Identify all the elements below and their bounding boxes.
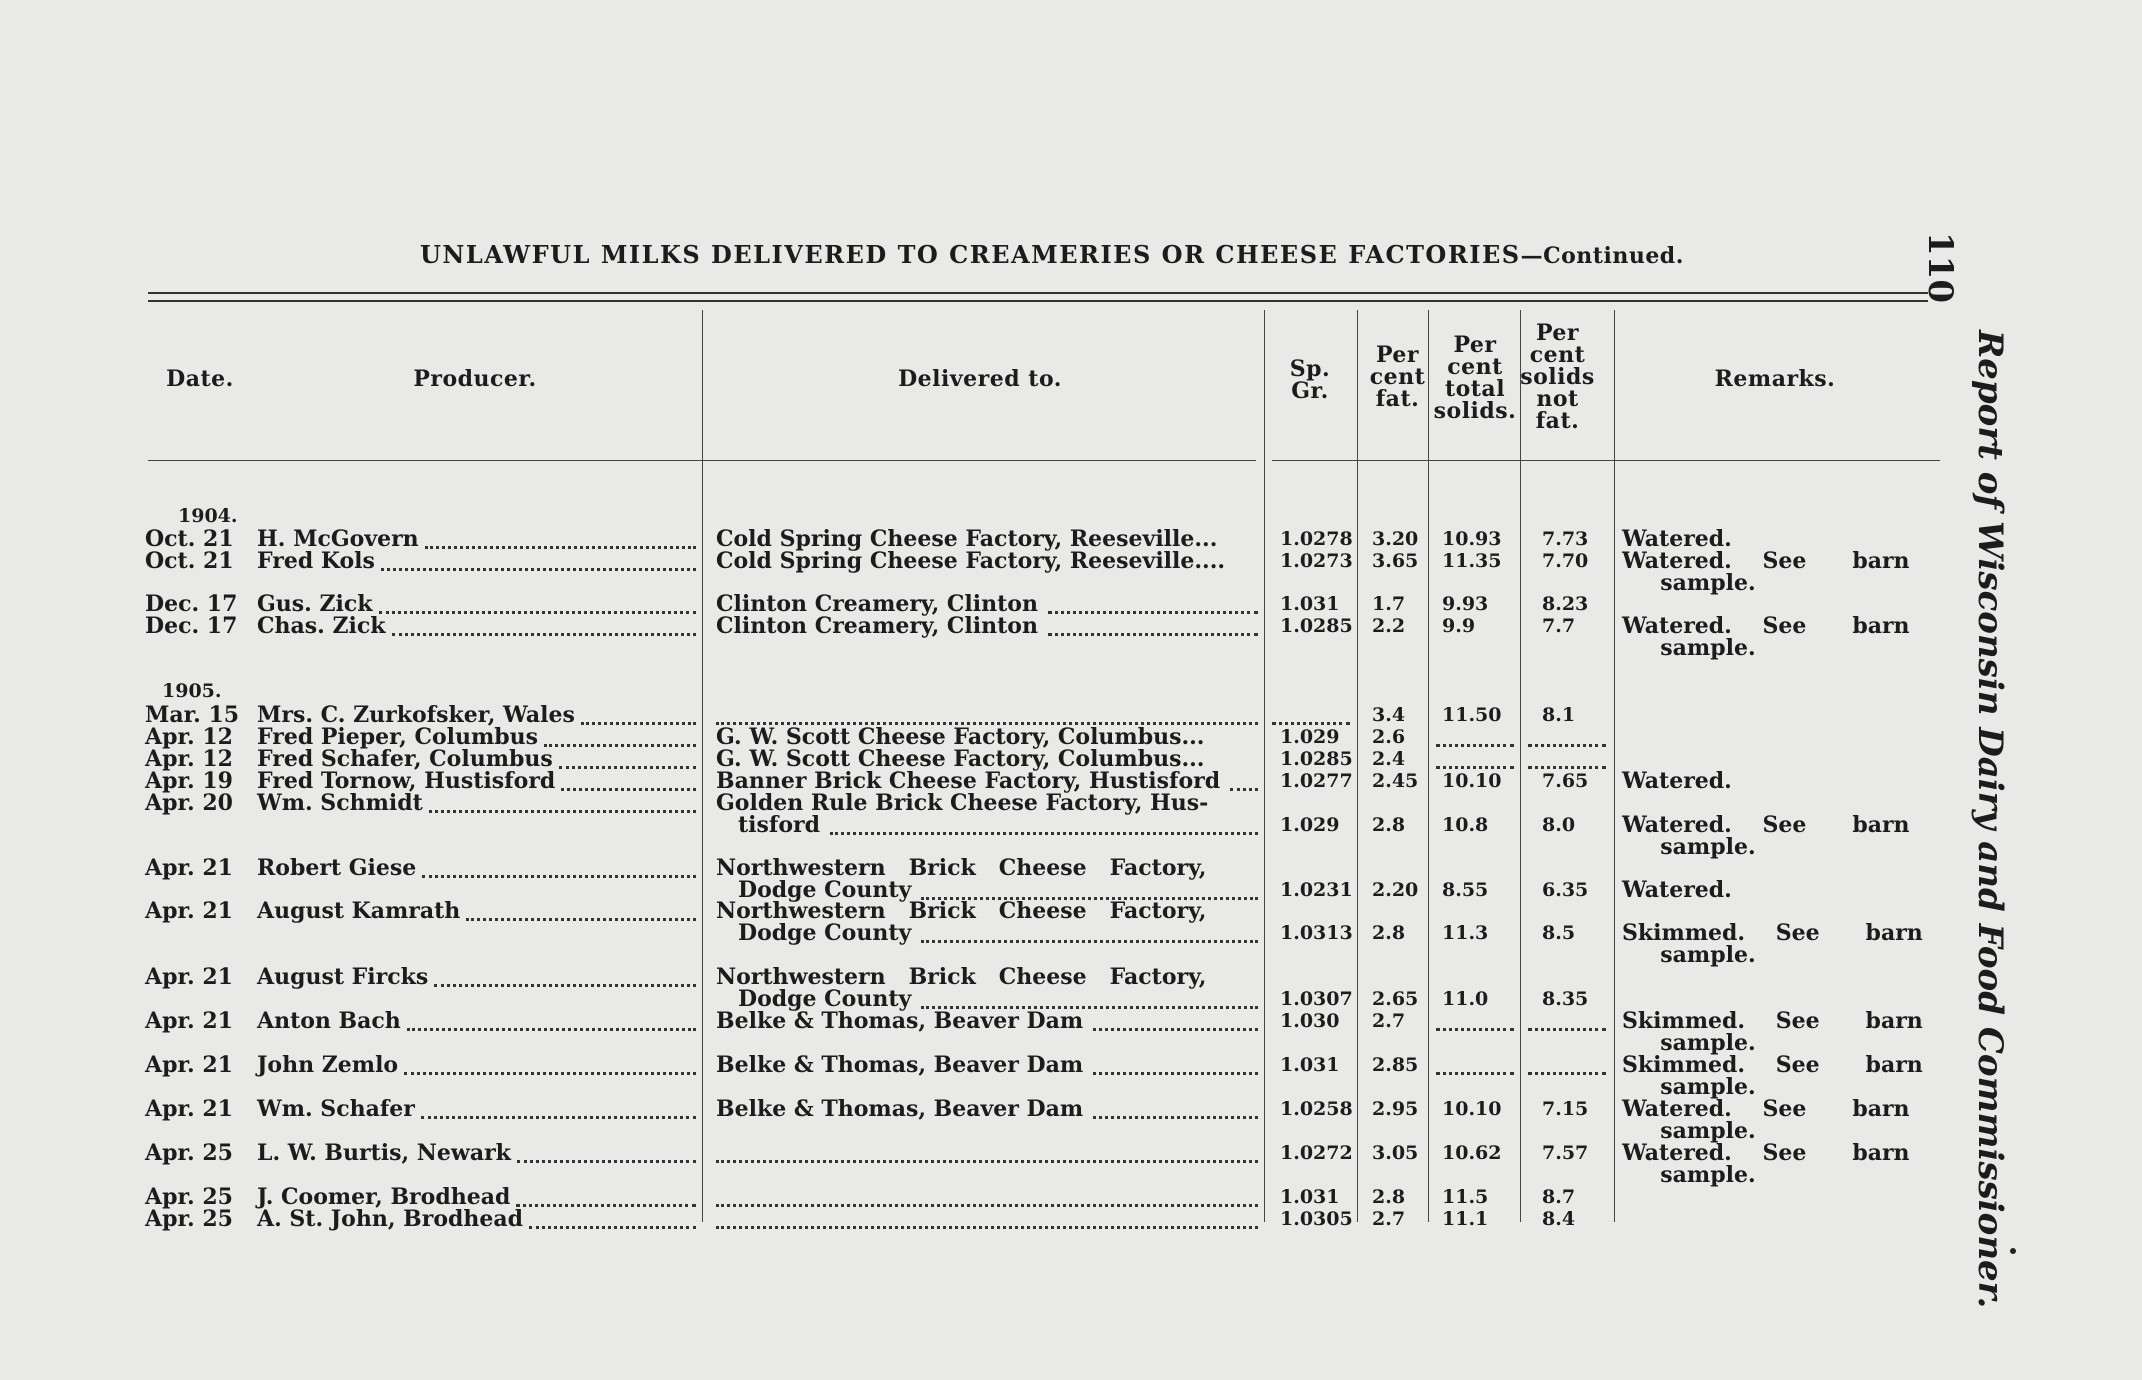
- row-solids-not-fat: 8.0: [1542, 814, 1576, 836]
- row-remarks: Watered. See barn sample.: [1622, 812, 1910, 860]
- row-delivered-to: Dodge County: [738, 920, 912, 946]
- row-solids-not-fat: 7.70: [1542, 550, 1589, 572]
- row-date: Oct. 21: [145, 526, 234, 552]
- row-date: Apr. 25: [145, 1140, 233, 1166]
- row-total-solids: 8.55: [1442, 879, 1489, 901]
- row-remarks: Watered.: [1622, 526, 1732, 552]
- row-delivered-leader: [1093, 1028, 1258, 1031]
- row-fat: 1.7: [1372, 593, 1406, 615]
- row-producer-leader: [421, 1116, 696, 1119]
- row-total-solids: 11.5: [1442, 1186, 1489, 1208]
- row-delivered-to: tisford: [738, 812, 821, 838]
- row-delivered-leader: [716, 1204, 1258, 1207]
- row-sp-gr: 1.0258: [1280, 1098, 1353, 1120]
- row-producer-leader: [466, 918, 696, 921]
- row-date: Apr. 12: [145, 746, 233, 772]
- row-producer-leader: [516, 1204, 696, 1207]
- title-main: UNLAWFUL MILKS DELIVERED TO CREAMERIES OR CHEESE FACTORIES: [420, 240, 1521, 269]
- row-sp-gr: 1.030: [1280, 1010, 1340, 1032]
- row-sp-gr: 1.029: [1280, 726, 1340, 748]
- row-delivered-to: Northwestern Brick Cheese Factory,: [716, 855, 1207, 881]
- row-sp-gr: 1.0273: [1280, 550, 1353, 572]
- row-producer: John Zemlo: [257, 1052, 399, 1078]
- row-snf-leader: [1528, 1072, 1606, 1075]
- row-sp-gr: 1.0285: [1280, 748, 1353, 770]
- row-producer-leader: [581, 722, 696, 725]
- row-delivered-leader: [1048, 611, 1258, 614]
- page-title: [420, 240, 1684, 269]
- row-remarks: Watered. See barn sample.: [1622, 1096, 1910, 1144]
- rule-snf-remarks: [1614, 310, 1615, 1222]
- col-header-remarks: Remarks.: [1714, 366, 1836, 392]
- row-fat: 2.8: [1372, 1186, 1406, 1208]
- row-sp-gr: 1.0278: [1280, 528, 1353, 550]
- row-solids-not-fat: 8.35: [1542, 988, 1589, 1010]
- row-date: Apr. 12: [145, 724, 233, 750]
- side-page-number: 110: [1920, 232, 1960, 303]
- row-fat: 2.2: [1372, 615, 1406, 637]
- row-producer: Anton Bach: [257, 1008, 401, 1034]
- row-delivered-to: Cold Spring Cheese Factory, Reeseville...: [716, 526, 1218, 552]
- row-total-solids: 10.10: [1442, 1098, 1502, 1120]
- row-producer-leader: [381, 568, 696, 571]
- row-remarks: Watered. See barn sample.: [1622, 613, 1910, 661]
- row-producer-leader: [392, 633, 696, 636]
- row-total-solids: 9.93: [1442, 593, 1489, 615]
- row-producer: August Kamrath: [257, 898, 461, 924]
- year-label: 1904.: [178, 505, 238, 527]
- col-header-total-solids: Per cent total solids.: [1433, 332, 1517, 424]
- col-header-delivered-to: Delivered to.: [898, 366, 1062, 392]
- row-delivered-leader: [1230, 788, 1258, 791]
- row-fat: 3.05: [1372, 1142, 1419, 1164]
- row-producer-leader: [425, 546, 696, 549]
- row-producer-leader: [404, 1072, 696, 1075]
- rule-fat-total: [1428, 310, 1429, 1222]
- row-fat: 3.20: [1372, 528, 1419, 550]
- row-total-solids: 10.8: [1442, 814, 1489, 836]
- row-total-solids: 11.35: [1442, 550, 1502, 572]
- row-producer: Wm. Schafer: [257, 1096, 415, 1122]
- row-date: Apr. 25: [145, 1206, 233, 1232]
- row-total-leader: [1436, 744, 1514, 747]
- row-date: Oct. 21: [145, 548, 234, 574]
- row-fat: 2.95: [1372, 1098, 1419, 1120]
- row-fat: 2.45: [1372, 770, 1419, 792]
- row-solids-not-fat: 8.5: [1542, 922, 1576, 944]
- row-sp-gr-leader: [1272, 722, 1350, 725]
- row-total-solids: 11.50: [1442, 704, 1502, 726]
- row-producer: Fred Schafer, Columbus: [257, 746, 553, 772]
- row-total-leader: [1436, 1072, 1514, 1075]
- row-remarks: Watered. See barn sample.: [1622, 548, 1910, 596]
- row-delivered-leader: [1093, 1116, 1258, 1119]
- rule-spgr-fat: [1357, 310, 1358, 1222]
- row-producer-leader: [559, 766, 696, 769]
- rule-total-snf: [1520, 310, 1521, 1222]
- row-fat: 3.4: [1372, 704, 1406, 726]
- row-remarks: Skimmed. See barn sample.: [1622, 920, 1923, 968]
- row-sp-gr: 1.031: [1280, 593, 1340, 615]
- row-sp-gr: 1.0313: [1280, 922, 1353, 944]
- row-date: Apr. 25: [145, 1184, 233, 1210]
- row-delivered-leader: [921, 940, 1258, 943]
- header-underline-right: [1272, 460, 1940, 461]
- row-remarks: Skimmed. See barn sample.: [1622, 1008, 1923, 1056]
- row-total-solids: 11.1: [1442, 1208, 1489, 1230]
- header-underline-left: [148, 460, 1256, 461]
- row-snf-leader: [1528, 744, 1606, 747]
- row-delivered-to: Belke & Thomas, Beaver Dam: [716, 1008, 1084, 1034]
- row-producer: A. St. John, Brodhead: [257, 1206, 524, 1232]
- row-remarks: Watered.: [1622, 877, 1732, 903]
- row-producer-leader: [422, 875, 696, 878]
- header-double-rule: [148, 292, 1928, 302]
- row-remarks: Watered.: [1622, 768, 1732, 794]
- row-delivered-to: Dodge County: [738, 877, 912, 903]
- bullet-mark: [2010, 1248, 2016, 1254]
- row-solids-not-fat: 7.15: [1542, 1098, 1589, 1120]
- row-fat: 2.65: [1372, 988, 1419, 1010]
- row-delivered-to: Cold Spring Cheese Factory, Reeseville....: [716, 548, 1226, 574]
- row-producer-leader: [407, 1028, 696, 1031]
- rule-delivered-spgr: [1264, 310, 1265, 1222]
- col-header-producer: Producer.: [413, 366, 537, 392]
- col-header-fat: Per cent fat.: [1369, 342, 1426, 412]
- row-delivered-leader: [830, 832, 1258, 835]
- row-sp-gr: 1.031: [1280, 1054, 1340, 1076]
- side-running-head: Report of Wisconsin Dairy and Food Commissioner.: [1970, 330, 2010, 1309]
- row-solids-not-fat: 8.23: [1542, 593, 1589, 615]
- row-producer-leader: [561, 788, 696, 791]
- row-snf-leader: [1528, 766, 1606, 769]
- col-header-solids-not-fat: Per cent solids not fat.: [1520, 320, 1595, 434]
- row-remarks: Watered. See barn sample.: [1622, 1140, 1910, 1188]
- row-sp-gr: 1.0272: [1280, 1142, 1353, 1164]
- row-solids-not-fat: 8.7: [1542, 1186, 1576, 1208]
- row-solids-not-fat: 7.65: [1542, 770, 1589, 792]
- row-date: Apr. 21: [145, 898, 233, 924]
- row-date: Apr. 19: [145, 768, 233, 794]
- row-total-solids: 9.9: [1442, 615, 1476, 637]
- row-delivered-to: Belke & Thomas, Beaver Dam: [716, 1052, 1084, 1078]
- row-producer: L. W. Burtis, Newark: [257, 1140, 511, 1166]
- row-solids-not-fat: 8.1: [1542, 704, 1576, 726]
- row-remarks: Skimmed. See barn sample.: [1622, 1052, 1923, 1100]
- row-delivered-leader: [1093, 1072, 1258, 1075]
- row-delivered-to: Banner Brick Cheese Factory, Hustisford: [716, 768, 1221, 794]
- year-label: 1905.: [162, 680, 222, 702]
- row-producer-leader: [429, 810, 696, 813]
- row-delivered-to: Belke & Thomas, Beaver Dam: [716, 1096, 1084, 1122]
- row-producer: J. Coomer, Brodhead: [257, 1184, 511, 1210]
- row-producer: Gus. Zick: [257, 591, 373, 617]
- row-delivered-to: Clinton Creamery, Clinton: [716, 613, 1038, 639]
- rule-producer-delivered: [702, 310, 703, 1222]
- col-header-date: Date.: [166, 366, 234, 392]
- row-date: Apr. 20: [145, 790, 233, 816]
- row-producer-leader: [379, 611, 696, 614]
- row-producer: August Fircks: [257, 964, 429, 990]
- row-sp-gr: 1.0231: [1280, 879, 1353, 901]
- row-total-solids: 11.3: [1442, 922, 1489, 944]
- row-total-leader: [1436, 766, 1514, 769]
- row-producer: Robert Giese: [257, 855, 417, 881]
- row-date: Apr. 21: [145, 1008, 233, 1034]
- row-sp-gr: 1.0277: [1280, 770, 1353, 792]
- row-delivered-leader: [1048, 633, 1258, 636]
- row-date: Dec. 17: [145, 591, 238, 617]
- row-fat: 2.6: [1372, 726, 1406, 748]
- row-sp-gr: 1.0305: [1280, 1208, 1353, 1230]
- row-sp-gr: 1.0285: [1280, 615, 1353, 637]
- row-sp-gr: 1.0307: [1280, 988, 1353, 1010]
- row-sp-gr: 1.029: [1280, 814, 1340, 836]
- row-delivered-to: Clinton Creamery, Clinton: [716, 591, 1038, 617]
- row-delivered-to: G. W. Scott Cheese Factory, Columbus...: [716, 746, 1205, 772]
- row-date: Apr. 21: [145, 964, 233, 990]
- row-producer-leader: [529, 1226, 696, 1229]
- row-date: Apr. 21: [145, 855, 233, 881]
- row-fat: 2.4: [1372, 748, 1406, 770]
- row-fat: 2.7: [1372, 1208, 1406, 1230]
- row-delivered-to: Northwestern Brick Cheese Factory,: [716, 898, 1207, 924]
- row-producer-leader: [544, 744, 696, 747]
- row-producer: Fred Tornow, Hustisford: [257, 768, 556, 794]
- title-continued: —Continued.: [1520, 243, 1684, 269]
- row-total-solids: 10.62: [1442, 1142, 1502, 1164]
- row-delivered-to: Dodge County: [738, 986, 912, 1012]
- row-producer-leader: [517, 1160, 696, 1163]
- row-producer: Fred Pieper, Columbus: [257, 724, 539, 750]
- row-producer: Chas. Zick: [257, 613, 386, 639]
- row-producer: Fred Kols: [257, 548, 375, 574]
- row-total-solids: 10.10: [1442, 770, 1502, 792]
- row-date: Mar. 15: [145, 702, 240, 728]
- row-date: Apr. 21: [145, 1052, 233, 1078]
- row-solids-not-fat: 7.7: [1542, 615, 1576, 637]
- row-solids-not-fat: 6.35: [1542, 879, 1589, 901]
- row-sp-gr: 1.031: [1280, 1186, 1340, 1208]
- row-delivered-leader: [716, 1160, 1258, 1163]
- row-delivered-to: Northwestern Brick Cheese Factory,: [716, 964, 1207, 990]
- row-fat: 2.20: [1372, 879, 1419, 901]
- row-solids-not-fat: 7.57: [1542, 1142, 1589, 1164]
- row-solids-not-fat: 7.73: [1542, 528, 1589, 550]
- row-total-leader: [1436, 1028, 1514, 1031]
- row-fat: 2.7: [1372, 1010, 1406, 1032]
- row-producer-leader: [434, 984, 696, 987]
- row-date: Apr. 21: [145, 1096, 233, 1122]
- row-snf-leader: [1528, 1028, 1606, 1031]
- row-producer: Mrs. C. Zurkofsker, Wales: [257, 702, 575, 728]
- col-header-sp-gr: Sp. Gr.: [1289, 356, 1331, 404]
- row-delivered-to: G. W. Scott Cheese Factory, Columbus...: [716, 724, 1205, 750]
- row-fat: 3.65: [1372, 550, 1419, 572]
- row-producer: Wm. Schmidt: [257, 790, 423, 816]
- row-date: Dec. 17: [145, 613, 238, 639]
- row-solids-not-fat: 8.4: [1542, 1208, 1576, 1230]
- row-fat: 2.8: [1372, 922, 1406, 944]
- row-producer: H. McGovern: [257, 526, 419, 552]
- row-total-solids: 11.0: [1442, 988, 1489, 1010]
- row-fat: 2.8: [1372, 814, 1406, 836]
- row-delivered-leader: [716, 1226, 1258, 1229]
- row-fat: 2.85: [1372, 1054, 1419, 1076]
- row-total-solids: 10.93: [1442, 528, 1502, 550]
- row-delivered-to: Golden Rule Brick Cheese Factory, Hus-: [716, 790, 1209, 816]
